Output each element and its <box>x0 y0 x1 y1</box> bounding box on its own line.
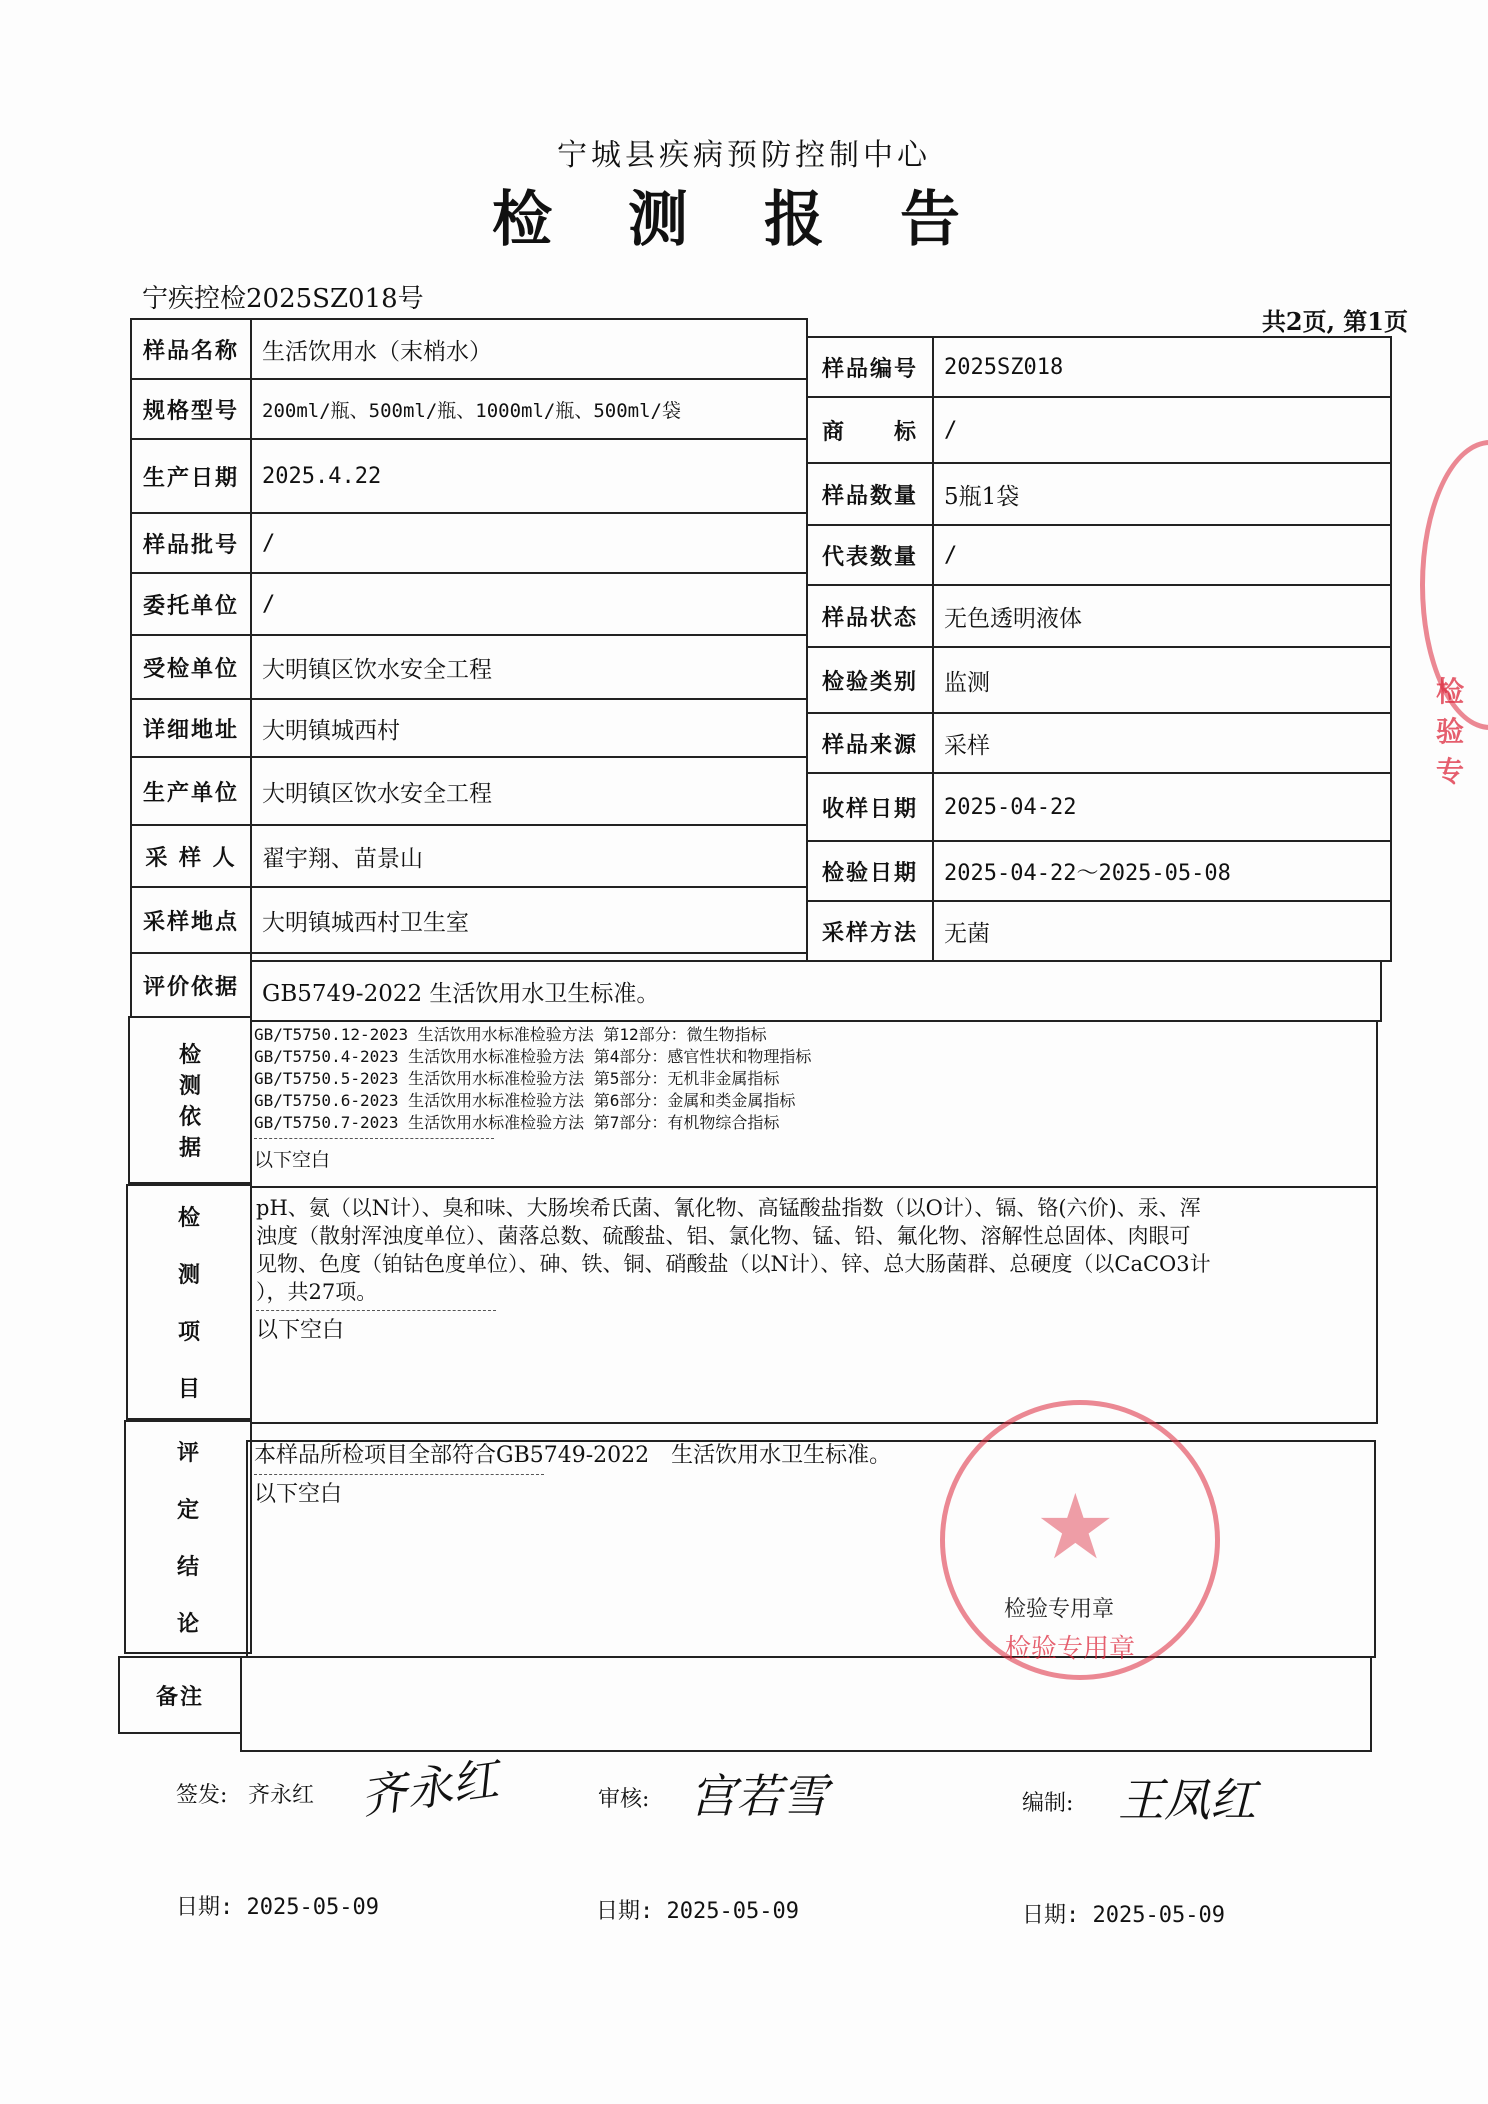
divider <box>256 1310 496 1311</box>
test-items-content <box>250 1186 1378 1424</box>
blank-below-note: 以下空白 <box>254 1149 331 1171</box>
field-label: 商 标 <box>806 396 934 464</box>
page-info: 共2页, 第1页 <box>1261 307 1408 336</box>
field-label: 规格型号 <box>130 378 252 440</box>
evaluation-basis-value: GB5749-2022 生活饮用水卫生标准。 <box>250 960 1382 1022</box>
standard-line: GB/T5750.5-2023 生活饮用水标准检验方法 第5部分：无机非金属指标 <box>254 1069 780 1088</box>
standard-line: GB/T5750.7-2023 生活饮用水标准检验方法 第7部分：有机物综合指标 <box>254 1113 780 1132</box>
field-value: 翟宇翔、苗景山 <box>250 824 808 888</box>
issuer-label: 签发: <box>176 1783 228 1808</box>
issuer-date: 日期: 2025-05-09 <box>176 1895 379 1920</box>
standard-line: GB/T5750.6-2023 生活饮用水标准检验方法 第6部分：金属和类金属指标 <box>254 1091 796 1110</box>
test-items-line: 浊度（散射浑浊度单位）、菌落总数、硫酸盐、铝、氯化物、锰、铅、氟化物、溶解性总固体、肉眼可 <box>256 1224 1191 1248</box>
field-label: 检验类别 <box>806 646 934 714</box>
test-items-line: 见物、色度（铂钴色度单位）、砷、铁、铜、硝酸盐（以N计）、锌、总大肠菌群、总硬度（以CaCO3计 <box>256 1252 1211 1276</box>
field-value: 5瓶1袋 <box>932 462 1392 526</box>
stamp-label: 检验专用章 <box>1004 1597 1115 1622</box>
field-label: 详细地址 <box>130 698 252 758</box>
issuer-signature: 齐永红 <box>357 1751 502 1825</box>
test-items-label: 检 测 项 目 <box>126 1184 252 1420</box>
field-label: 代表数量 <box>806 524 934 586</box>
field-label: 生产日期 <box>130 438 252 514</box>
standard-line: GB/T5750.12-2023 生活饮用水标准检验方法 第12部分：微生物指标 <box>254 1025 767 1044</box>
field-value: 2025SZ018 <box>932 336 1392 398</box>
field-label: 采样地点 <box>130 886 252 954</box>
field-label: 检验日期 <box>806 840 934 902</box>
field-value: 大明镇城西村卫生室 <box>250 886 808 954</box>
compiler-date: 日期: 2025-05-09 <box>1022 1903 1225 1928</box>
field-label: 样品名称 <box>130 318 252 380</box>
reviewer-signature: 宫若雪 <box>690 1769 828 1823</box>
test-items-line: pH、氨（以N计）、臭和味、大肠埃希氏菌、氰化物、高锰酸盐指数（以O计）、镉、铬(六价)、汞、浑 <box>256 1196 1201 1220</box>
blank-below-note: 以下空白 <box>254 1482 343 1507</box>
standard-line: GB/T5750.4-2023 生活饮用水标准检验方法 第4部分：感官性状和物理指标 <box>254 1047 812 1066</box>
field-value: 200ml/瓶、500ml/瓶、1000ml/瓶、500ml/袋 <box>250 378 808 440</box>
field-value: / <box>250 512 808 574</box>
field-value: 监测 <box>932 646 1392 714</box>
stamp-red-text: 检验专用章 <box>1005 1634 1136 1664</box>
evaluation-basis-label: 评价依据 <box>130 952 252 1018</box>
conclusion-text: 本样品所检项目全部符合GB5749-2022 生活饮用水卫生标准。 <box>254 1443 892 1468</box>
field-label: 采样方法 <box>806 900 934 962</box>
field-value: 大明镇区饮水安全工程 <box>250 634 808 700</box>
field-label: 采 样 人 <box>130 824 252 888</box>
organization-name: 宁城县疾病预防控制中心 <box>557 138 931 173</box>
field-value: 2025-04-22 <box>932 772 1392 842</box>
reviewer-date: 日期: 2025-05-09 <box>596 1899 799 1924</box>
field-value: / <box>932 396 1392 464</box>
field-value: 大明镇区饮水安全工程 <box>250 756 808 826</box>
field-value: 无色透明液体 <box>932 584 1392 648</box>
seal-star-icon: ★ <box>1035 1475 1116 1580</box>
field-value: 大明镇城西村 <box>250 698 808 758</box>
field-value: 采样 <box>932 712 1392 774</box>
divider <box>254 1474 544 1475</box>
field-label: 样品批号 <box>130 512 252 574</box>
blank-below-note: 以下空白 <box>256 1318 345 1343</box>
field-value: 2025-04-22～2025-05-08 <box>932 840 1392 902</box>
field-value: 无菌 <box>932 900 1392 962</box>
side-seal-text: 检验专 <box>1436 675 1465 788</box>
field-value: 生活饮用水（末梢水） <box>250 318 808 380</box>
compiler-signature: 王凤红 <box>1118 1773 1256 1827</box>
field-label: 样品编号 <box>806 336 934 398</box>
field-label: 生产单位 <box>130 756 252 826</box>
field-value: / <box>250 572 808 636</box>
compiler-label: 编制: <box>1022 1791 1074 1816</box>
issuer-name: 齐永红 <box>248 1783 315 1808</box>
field-label: 收样日期 <box>806 772 934 842</box>
field-label: 委托单位 <box>130 572 252 636</box>
field-label: 样品来源 <box>806 712 934 774</box>
report-number: 宁疾控检2025SZ018号 <box>142 284 424 314</box>
field-value: 2025.4.22 <box>250 438 808 514</box>
field-label: 受检单位 <box>130 634 252 700</box>
reviewer-label: 审核: <box>598 1787 650 1812</box>
report-title: 检测报告 <box>492 185 1036 255</box>
divider <box>254 1138 494 1139</box>
conclusion-label: 评 定 结 论 <box>124 1420 252 1654</box>
test-basis-label: 检 测 依 据 <box>128 1016 252 1184</box>
test-items-line: ），共27项。 <box>256 1280 378 1304</box>
remarks-label: 备注 <box>118 1656 242 1734</box>
test-basis-content <box>250 1020 1378 1188</box>
field-label: 样品数量 <box>806 462 934 526</box>
field-value: / <box>932 524 1392 586</box>
remarks-value <box>240 1656 1372 1752</box>
field-label: 样品状态 <box>806 584 934 648</box>
